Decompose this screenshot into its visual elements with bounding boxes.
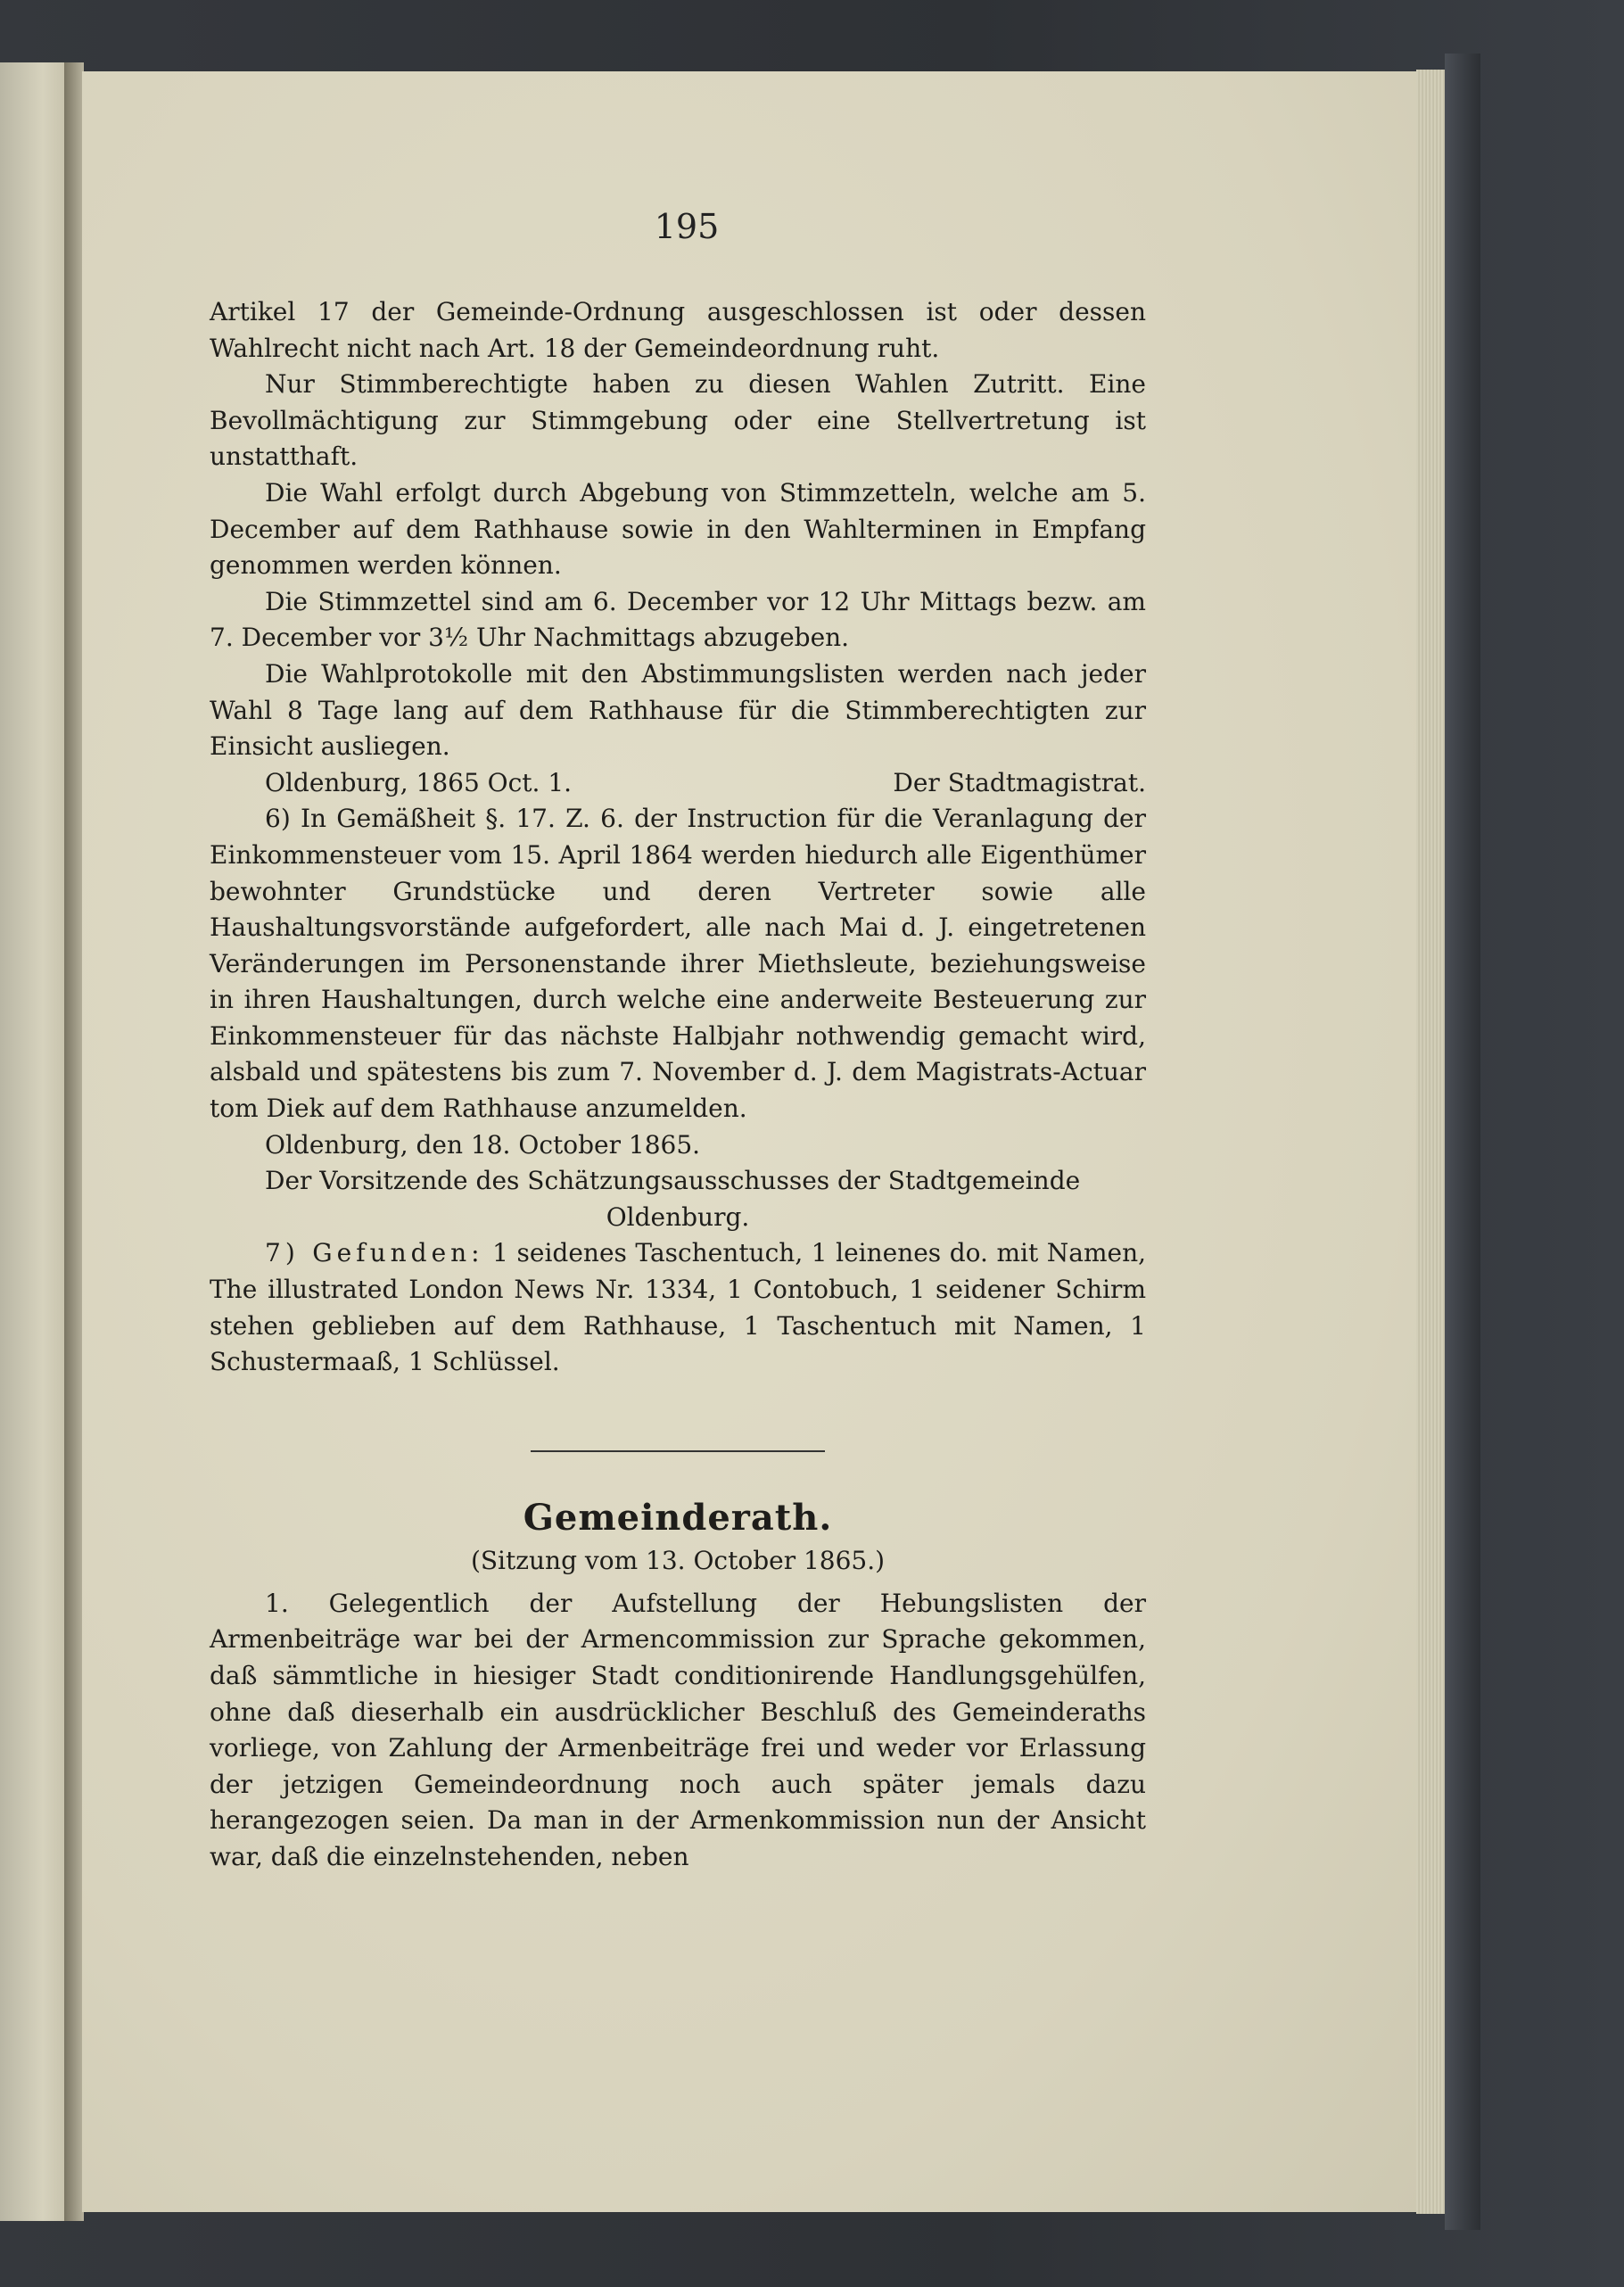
paragraph-instruction: 6) In Gemäßheit §. 17. Z. 6. der Instruction für die Veranlagung der Einkommensteuer vom 15. April 1864 werden hiedurch alle Eigenthümer bewohnter Grundstücke und deren Vertreter sowie alle Haushaltungsvorstände aufgefordert, alle nach Mai d. J. eingetretenen Veränderungen im Personenstande ihrer Miethsleute, beziehungsweise in ihren Haushaltungen, durch welche eine anderweite Besteuerung zur Einkommensteuer für das nächste Halbjahr nothwendig gemacht wird, alsbald und spätestens bis zum 7. November d. J. dem Magistrats-Actuar tom Diek auf dem Rathhause anzumelden. — [210, 804, 1146, 1124]
signature-authority: Der Stadtmagistrat. — [893, 767, 1146, 797]
signature-place-date: Oldenburg, 1865 Oct. 1. — [265, 767, 573, 797]
gefunden-label: 7) Gefunden: — [265, 1238, 484, 1268]
signature-place-date-2: Oldenburg, den 18. October 1865. — [265, 1129, 701, 1160]
signature-city-2: Oldenburg. — [606, 1201, 750, 1232]
cover-board-edge — [1445, 54, 1480, 2230]
page-stack-edge — [1416, 70, 1447, 2214]
gefunden-text: 1 seidenes Taschentuch, 1 leinenes do. mit Namen, The illustrated London News Nr. 1334, 1 Contobuch, 1 seidener Schirm stehen geblieben auf dem Rathhause, 1 Taschentuch mit Namen, 1 Schustermaaß, 1 Schlüssel. — [210, 1238, 1147, 1377]
section-heading: Gemeinderath. — [523, 1496, 833, 1539]
section-subheading: (Sitzung vom 13. October 1865.) — [470, 1545, 886, 1575]
paragraph-wahlprotokolle: Die Wahlprotokolle mit den Abstimmungslisten werden nach jeder Wahl 8 Tage lang auf dem Rathhause für die Stimmberechtigten zur Einsicht ausliegen. — [210, 658, 1146, 762]
paragraph-gefunden — [210, 1235, 1146, 1380]
signature-authority-2: Der Vorsitzende des Schätzungsausschusses der Stadtgemeinde — [265, 1166, 1081, 1196]
previous-page-edge — [0, 62, 73, 2221]
page-number: 195 — [654, 207, 720, 246]
paragraph-wahl: Die Wahl erfolgt durch Abgebung von Stimmzetteln, welche am 5. December auf dem Rathhause sowie in den Wahlterminen in Empfang genommen werden können. — [210, 477, 1146, 581]
book-gutter — [64, 62, 84, 2221]
paragraph-zutritt: Nur Stimmberechtigte haben zu diesen Wahlen Zutritt. Eine Bevollmächtigung zur Stimmgebung oder eine Stellvertretung ist unstatthaft. — [210, 369, 1146, 472]
signature-line-1 — [210, 765, 1146, 802]
paragraph-stimmzettel: Die Stimmzettel sind am 6. December vor 12 Uhr Mittags bezw. am 7. December vor 3½ Uhr Nachmittags abzugeben. — [210, 586, 1146, 653]
page-body — [210, 294, 1146, 1876]
paragraph-armenbeitraege: 1. Gelegentlich der Aufstellung der Hebungslisten der Armenbeiträge war bei der Armencommission zur Sprache gekommen, daß sämmtliche in hiesiger Stadt conditionirende Handlungsgehülfen, ohne daß dieserhalb ein ausdrücklicher Beschluß des Gemeinderaths vorliege, von Zahlung der Armenbeiträge frei und weder vor Erlassung der jetzigen Gemeindeordnung noch auch später jemals dazu herangezogen seien. Da man in der Armenkommission nun der Ansicht war, daß die einzelnstehenden, neben — [210, 1588, 1146, 1871]
paragraph-continued: Artikel 17 der Gemeinde-Ordnung ausgeschlossen ist oder dessen Wahlrecht nicht nach Art. 18 der Gemeindeordnung ruht. — [210, 297, 1146, 363]
section-divider — [531, 1450, 825, 1452]
